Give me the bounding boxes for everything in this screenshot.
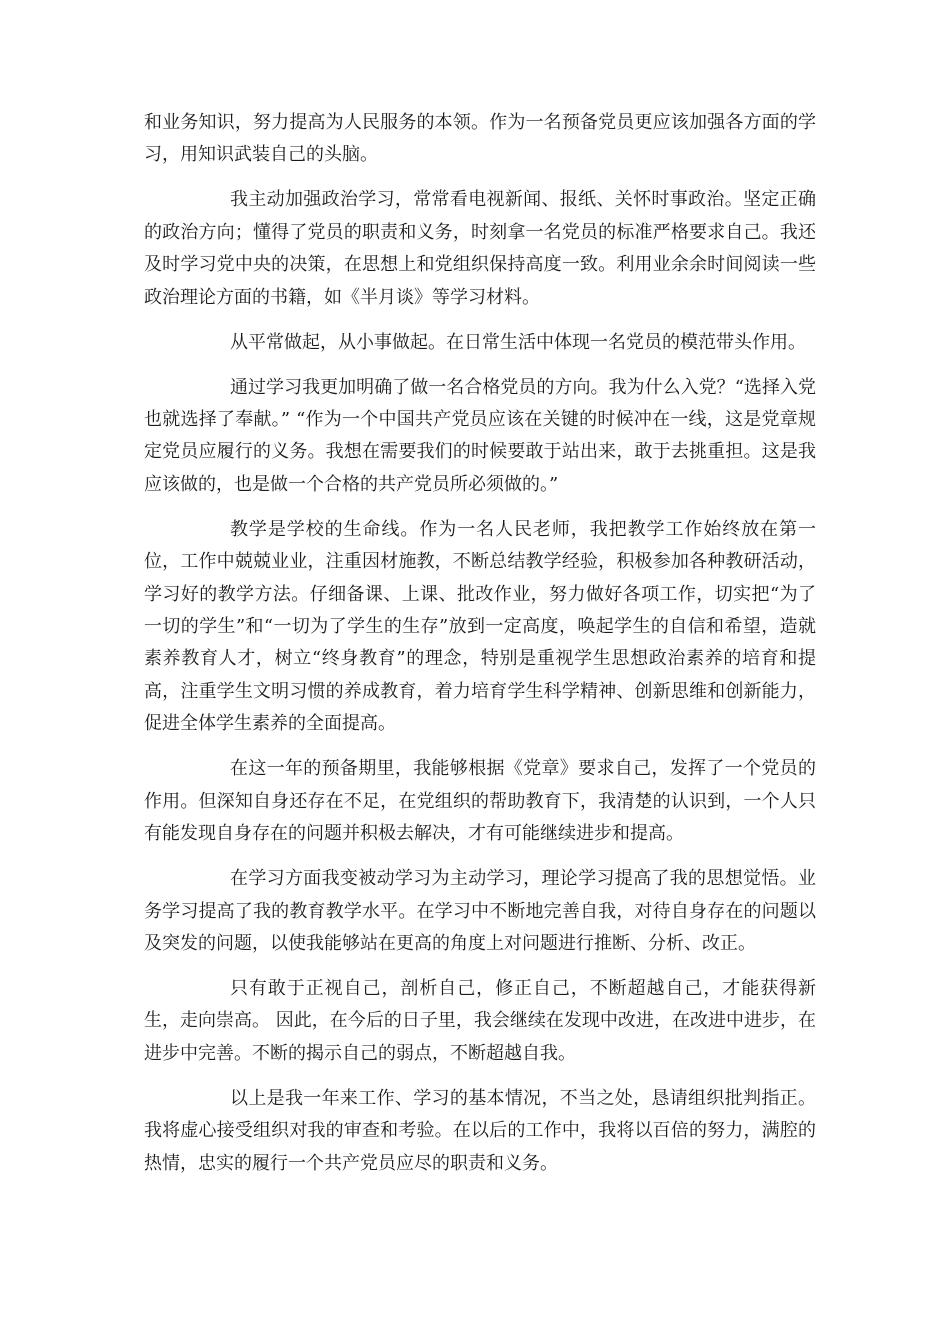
paragraph-4: 通过学习我更加明确了做一名合格党员的方向。我为什么入党？“选择入党也就选择了奉献。” “作为一个中国共产党员应该在关键的时候冲在一线，这是党章规定党员应履行的义务。我想在需要我们的时候要敢于站出来，敢于去挑重担。这是我应该做的，也是做一个合格的共产党员所必须做的。” bbox=[144, 376, 816, 495]
paragraph-9: 以上是我一年来工作、学习的基本情况，不当之处，恳请组织批判指正。我将虚心接受组织对我的审查和考验。在以后的工作中，我将以百倍的努力，满腔的热情，忠实的履行一个共产党员应尽的职责和义务。 bbox=[144, 1087, 816, 1174]
paragraph-6: 在这一年的预备期里，我能够根据《党章》要求自己，发挥了一个党员的作用。但深知自身还存在不足，在党组织的帮助教育下，我清楚的认识到，一个人只有能发现自身存在的问题并积极去解决，才有可能继续进步和提高。 bbox=[144, 758, 816, 845]
paragraph-5: 教学是学校的生命线。作为一名人民老师，我把教学工作始终放在第一位，工作中兢兢业业，注重因材施教，不断总结教学经验，积极参加各种教研活动，学习好的教学方法。仔细备课、上课、批改作业，努力做好各项工作，切实把“为了一切的学生”和“一切为了学生的生存”放到一定高度，唤起学生的自信和希望，造就素养教育人才，树立“终身教育”的理念，特别是重视学生思想政治素养的培育和提高，注重学生文明习惯的养成教育，着力培育学生科学精神、创新思维和创新能力，促进全体学生素养的全面提高。 bbox=[144, 518, 816, 735]
paragraph-1: 和业务知识，努力提高为人民服务的本领。作为一名预备党员更应该加强各方面的学习，用知识武装自己的头脑。 bbox=[144, 112, 816, 166]
paragraph-8: 只有敢于正视自己，剖析自己，修正自己，不断超越自己，才能获得新生，走向崇高。 因此，在今后的日子里，我会继续在发现中改进，在改进中进步，在进步中完善。不断的揭示自己的弱点，不断超越自我。 bbox=[144, 977, 816, 1064]
paragraph-2: 我主动加强政治学习，常常看电视新闻、报纸、关怀时事政治。坚定正确的政治方向；懂得了党员的职责和义务，时刻拿一名党员的标准严格要求自己。我还及时学习党中央的决策，在思想上和党组织保持高度一致。利用业余余时间阅读一些政治理论方面的书籍，如《半月谈》等学习材料。 bbox=[144, 189, 816, 308]
document-body bbox=[144, 107, 816, 1193]
paragraph-3: 从平常做起，从小事做起。在日常生活中体现一名党员的模范带头作用。 bbox=[230, 331, 806, 353]
paragraph-7: 在学习方面我变被动学习为主动学习，理论学习提高了我的思想觉悟。业务学习提高了我的教育教学水平。在学习中不断地完善自我，对待自身存在的问题以及突发的问题，以使我能够站在更高的角度上对问题进行推断、分析、改正。 bbox=[144, 868, 816, 954]
